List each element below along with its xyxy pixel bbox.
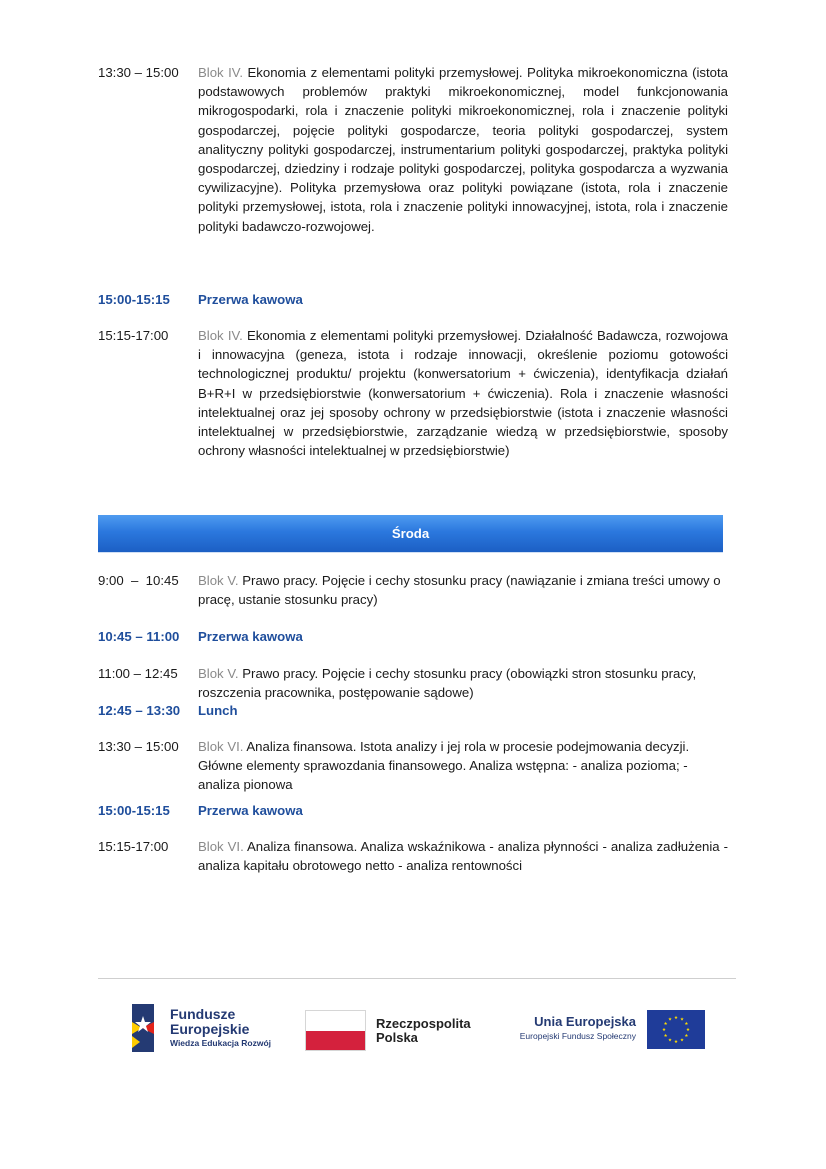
- ue-line2: Europejski Fundusz Społeczny: [519, 1031, 636, 1041]
- schedule-item: [98, 837, 728, 875]
- item-time: 13:30 – 15:00: [98, 739, 179, 754]
- lunch-item: [98, 701, 728, 720]
- break-item: [98, 627, 728, 646]
- eu-flag-icon: [647, 1010, 705, 1049]
- break-label: Przerwa kawowa: [198, 292, 303, 307]
- break-item: [98, 290, 728, 309]
- item-time: 15:00-15:15: [98, 803, 170, 818]
- fe-line3: Wiedza Edukacja Rozwój: [170, 1038, 271, 1048]
- item-block: Blok V.: [198, 573, 239, 588]
- item-description: [198, 737, 728, 795]
- fe-line2: Europejskie: [170, 1021, 250, 1037]
- item-time: 9:00 – 10:45: [98, 573, 179, 588]
- polish-flag-icon: [305, 1010, 366, 1051]
- item-description: [198, 63, 728, 236]
- item-time: 15:15-17:00: [98, 839, 169, 854]
- unia-europejska-logo: [500, 1014, 636, 1042]
- item-time: 15:15-17:00: [98, 328, 169, 343]
- fundusze-europejskie-logo: [170, 1007, 271, 1050]
- schedule-item: [98, 664, 728, 702]
- item-text: Analiza finansowa. Istota analizy i jej rola w procesie podejmowania decyzji. Główne elementy sprawozdania finansowego. Analiza wstępna: - analiza pozioma; - analiza pionowa: [198, 739, 690, 793]
- ue-line1: Unia Europejska: [534, 1014, 636, 1029]
- item-text: Ekonomia z elementami polityki przemysłowej. Polityka mikroekonomiczna (istota podstawowych problemów praktyki mikroekonomicznej, model funkcjonowania mikrogospodarki, rola i znaczenie polityki mikroekonomicznej, rola i znaczenie polityki gospodarczej, pojęcie polityki gospodarcze, teoria polityki gospodarczej, system analityczny polityki gospodarczej, instrumentarium polityki gospodarczej, praktyka polityki gospodarczej, dziedziny i rodzaje polityki gospodarczej, polityka gospodarcza a wyzwania cywilizacyjne). Polityka przemysłowa oraz polityki powiązane (istota, rola i znaczenie polityki przemysłowej, istota, rola i znaczenie polityki innowacyjnej, istota, rola i znaczenie polityki badawczo-rozwojowej.: [198, 65, 728, 234]
- schedule-item: [98, 326, 728, 460]
- item-block: Blok IV.: [198, 328, 243, 343]
- break-label: Przerwa kawowa: [198, 629, 303, 644]
- item-block: Blok IV.: [198, 65, 244, 80]
- day-header: Środa: [98, 515, 723, 552]
- fe-line1: Fundusze: [170, 1006, 236, 1022]
- item-description: [198, 837, 728, 875]
- schedule-item: [98, 571, 728, 609]
- rp-line1: Rzeczpospolita: [376, 1016, 471, 1031]
- item-description: [198, 326, 728, 460]
- break-label: Przerwa kawowa: [198, 803, 303, 818]
- item-text: Analiza finansowa. Analiza wskaźnikowa - analiza płynności - analiza zadłużenia - analiza kapitału obrotowego netto - analiza rentowności: [198, 839, 728, 874]
- item-time: 13:30 – 15:00: [98, 65, 179, 80]
- item-time: 10:45 – 11:00: [98, 629, 180, 644]
- break-label: Lunch: [198, 703, 238, 718]
- item-text: Prawo pracy. Pojęcie i cechy stosunku pracy (nawiązanie i zmiana treści umowy o pracę, ustanie stosunku pracy): [198, 573, 721, 608]
- item-time: 12:45 – 13:30: [98, 703, 181, 718]
- footer-divider: [98, 978, 736, 979]
- schedule-item: [98, 737, 728, 795]
- item-block: Blok V.: [198, 666, 239, 681]
- item-block: Blok VI.: [198, 839, 244, 854]
- item-text: Prawo pracy. Pojęcie i cechy stosunku pracy (obowiązki stron stosunku pracy, roszczenia pracownika, postępowanie sądowe): [198, 666, 697, 701]
- break-item: [98, 801, 728, 820]
- fundusze-europejskie-star-icon: [126, 1002, 160, 1054]
- rzeczpospolita-polska-logo: [376, 1017, 471, 1045]
- item-time: 11:00 – 12:45: [98, 666, 178, 681]
- item-block: Blok VI.: [198, 739, 244, 754]
- item-description: [198, 571, 728, 609]
- item-description: [198, 664, 728, 702]
- item-text: Ekonomia z elementami polityki przemysłowej. Działalność Badawcza, rozwojowa i innowacyjna (geneza, istota i rodzaje innowacji, określenie poziomu gotowości technologicznej produktu/ projektu (konwersatorium + ćwiczenia), identyfikacja działań B+R+I w przedsiębiorstwie (konwersatorium + ćwiczenia). Rola i znaczenie własności intelektualnej oraz jej sposoby ochrony w przedsiębiorstwie (istota i znaczenie własności intelektualnej w przedsiębiorstwie, zarządzanie wiedzą w przedsiębiorstwie, sposoby ochrony własności intelektualnej w przedsiębiorstwie): [198, 328, 728, 459]
- rp-line2: Polska: [376, 1030, 418, 1045]
- item-time: 15:00-15:15: [98, 292, 170, 307]
- schedule-item: [98, 63, 728, 236]
